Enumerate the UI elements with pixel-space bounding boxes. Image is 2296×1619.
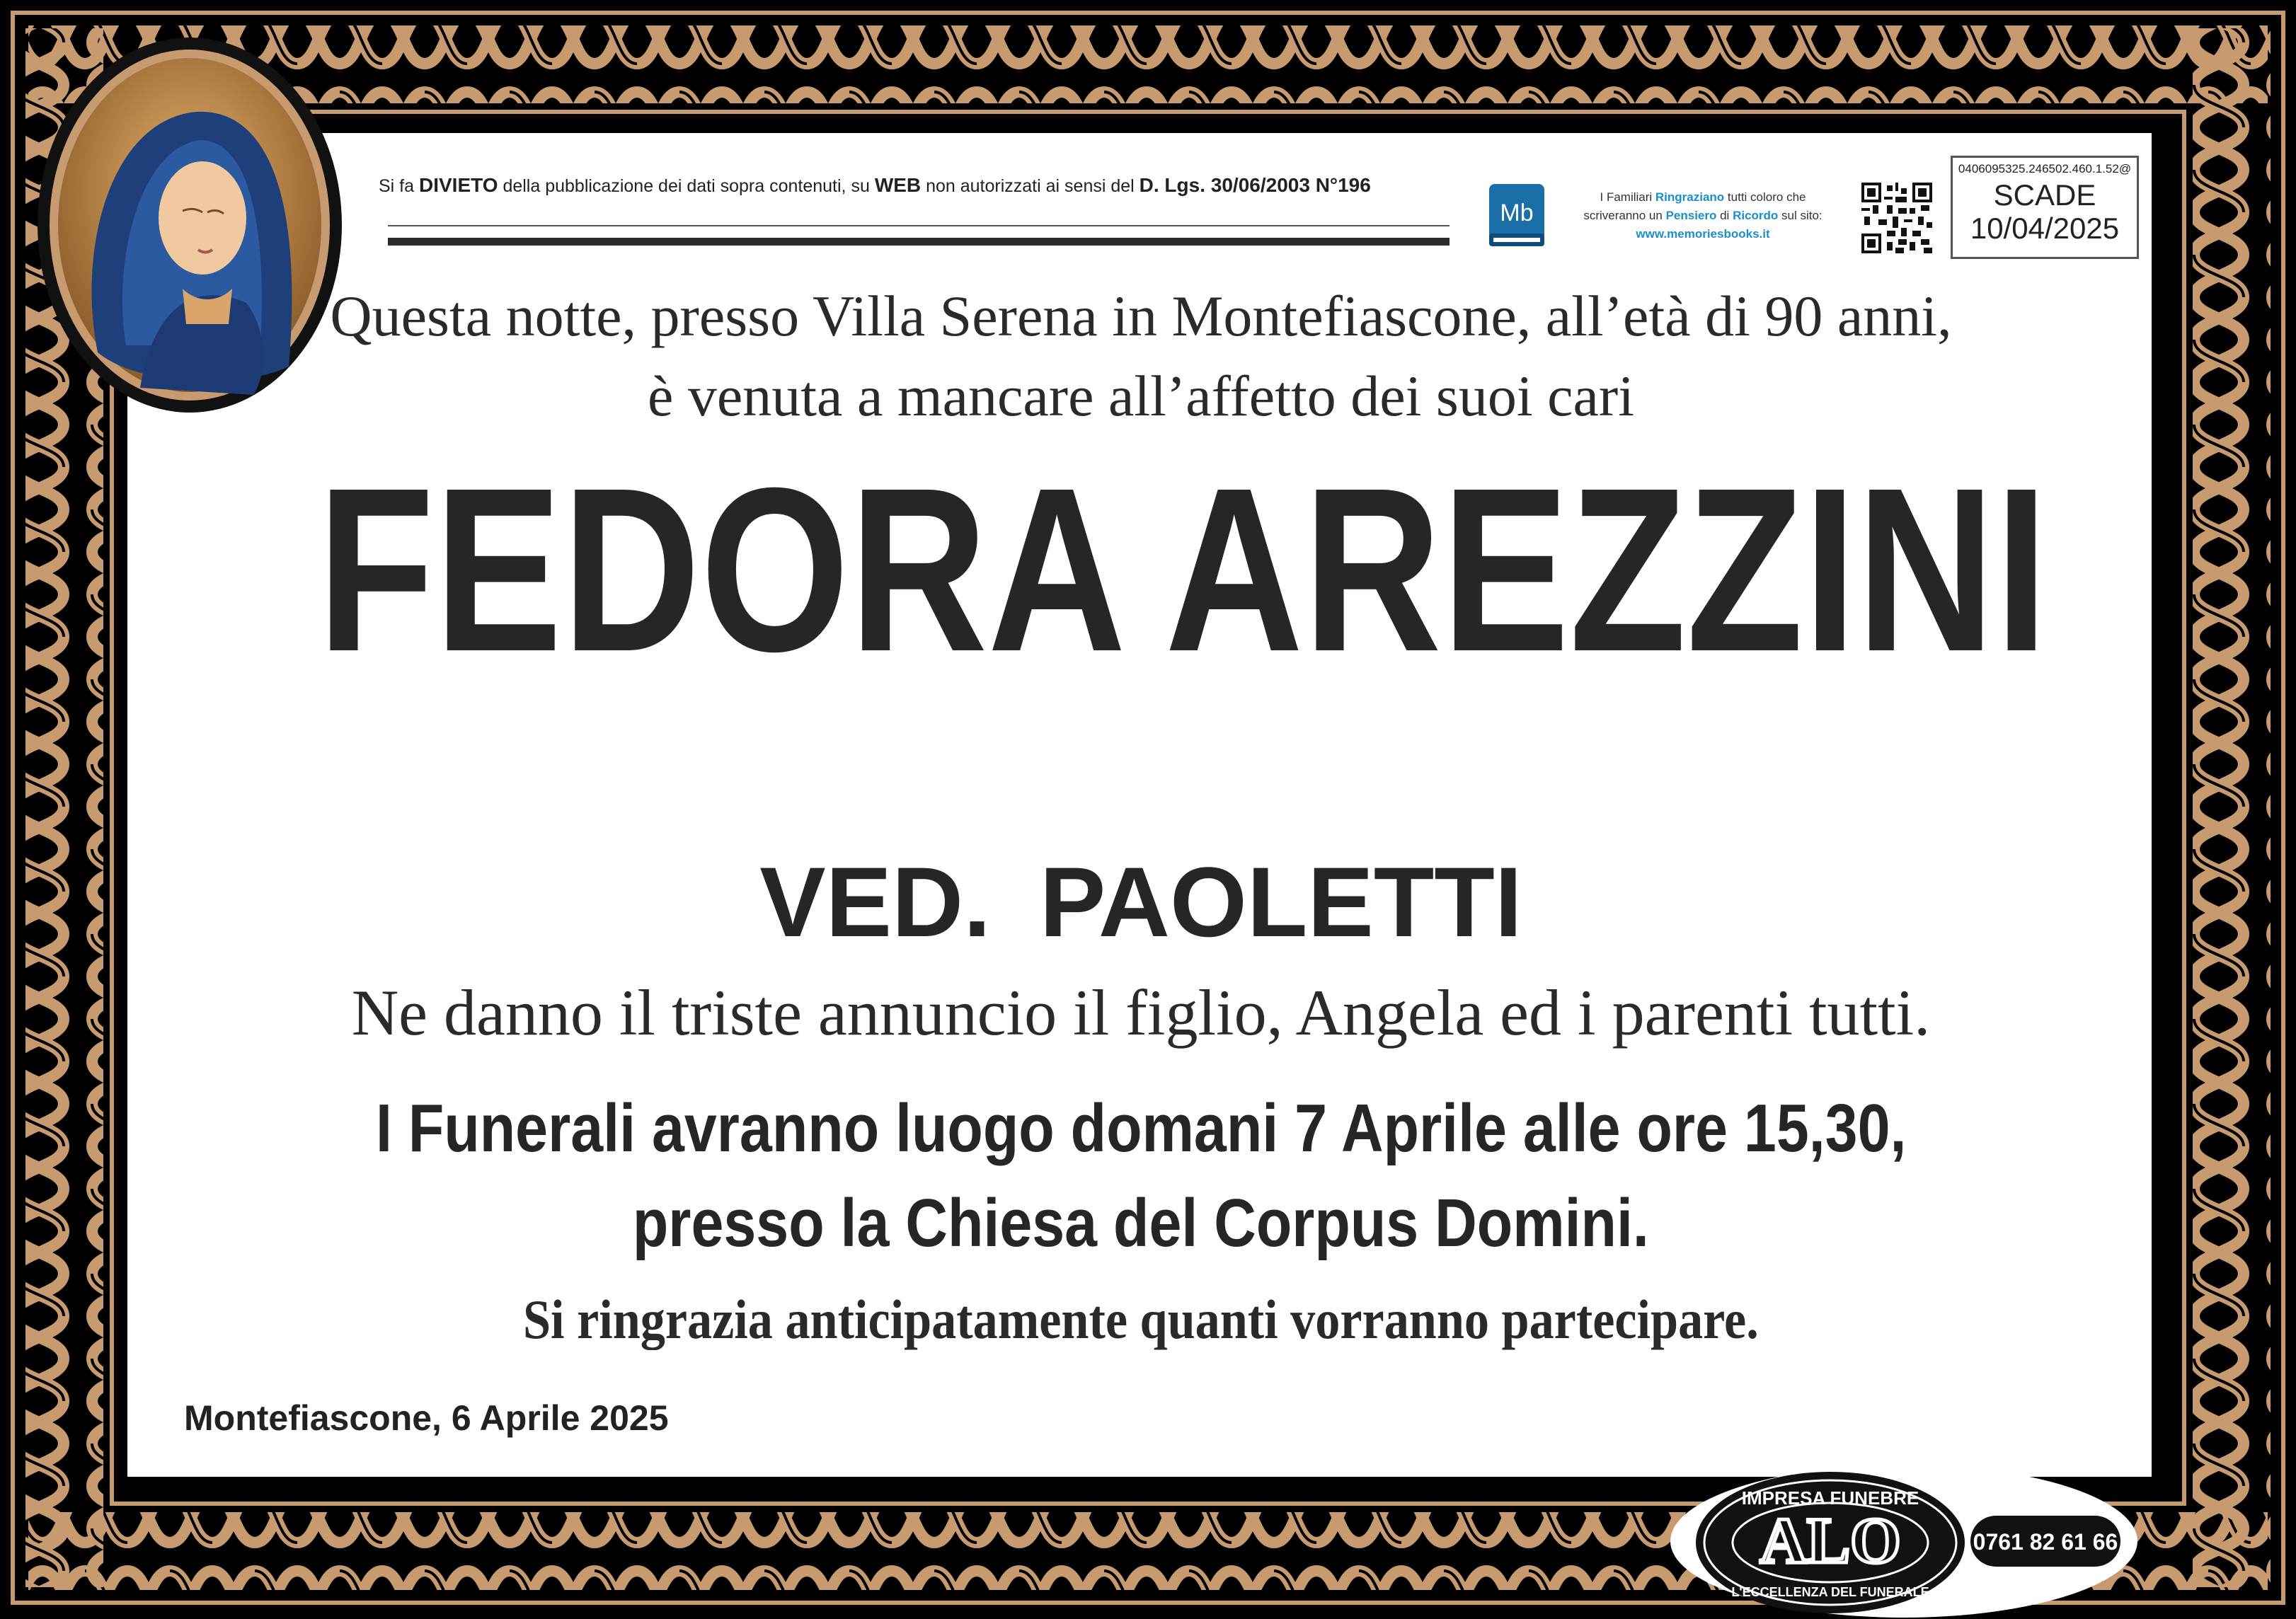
funeral-info-line-2: presso la Chiesa del Corpus Domini. [633, 1185, 1649, 1261]
header-divider-thin [388, 225, 1450, 226]
announcement-line: Ne danno il triste annuncio il figlio, Angela ed i parenti tutti. [351, 976, 1931, 1049]
funeral-home-badge [1670, 1463, 2137, 1619]
privacy-disclaimer: Si fa DIVIETO della pubblicazione dei dati sopra contenuti, su WEB non autorizzati ai sensi del D. Lgs. 30/06/2003 N°196 [379, 174, 1371, 196]
funeral-home-bottom-text: L'ECCELLENZA DEL FUNERALE [1731, 1585, 1929, 1599]
deceased-name: FEDORA AREZZINI [317, 439, 2048, 700]
memoriesbooks-logo-icon [1486, 181, 1547, 249]
header-divider [388, 238, 1450, 246]
memoriesbooks-link[interactable]: www.memoriesbooks.it [1636, 227, 1770, 241]
intro-line-2: è venuta a mancare all’affetto dei suoi cari [647, 364, 1635, 428]
mb-logo-text: Mb [1500, 200, 1534, 226]
expiry-label: SCADE [1993, 178, 2096, 212]
funeral-home-phone: 0761 82 61 66 [1973, 1529, 2118, 1555]
intro-line-1: Questa notte, presso Villa Serena in Montefiascone, all’età di 90 anni, [330, 284, 1952, 348]
qr-code-icon[interactable] [1861, 183, 1932, 253]
expiry-box [1951, 156, 2139, 259]
place-and-date: Montefiascone, 6 Aprile 2025 [184, 1398, 669, 1438]
memoriesbooks-message: I Familiari Ringraziano tutti coloro che scriveranno un Pensiero di Ricordo sul sito: www.memoriesbooks.it [1554, 188, 1852, 243]
thanks-line: Si ringrazia anticipatamente quanti vorranno partecipare. [523, 1289, 1759, 1350]
expiry-date: 10/04/2025 [1970, 212, 2120, 245]
funeral-info-line-1: I Funerali avranno luogo domani 7 Aprile alle ore 15,30, [375, 1090, 1907, 1166]
funeral-home-top-text: IMPRESA FUNEBRE [1741, 1487, 1919, 1509]
expiry-code: 0406095325.246502.460.1.52@ [1958, 162, 2132, 175]
widow-of: VED. PAOLETTI [759, 846, 1522, 957]
madonna-portrait [34, 34, 345, 416]
funeral-home-logo-text: ALO [1760, 1504, 1901, 1577]
